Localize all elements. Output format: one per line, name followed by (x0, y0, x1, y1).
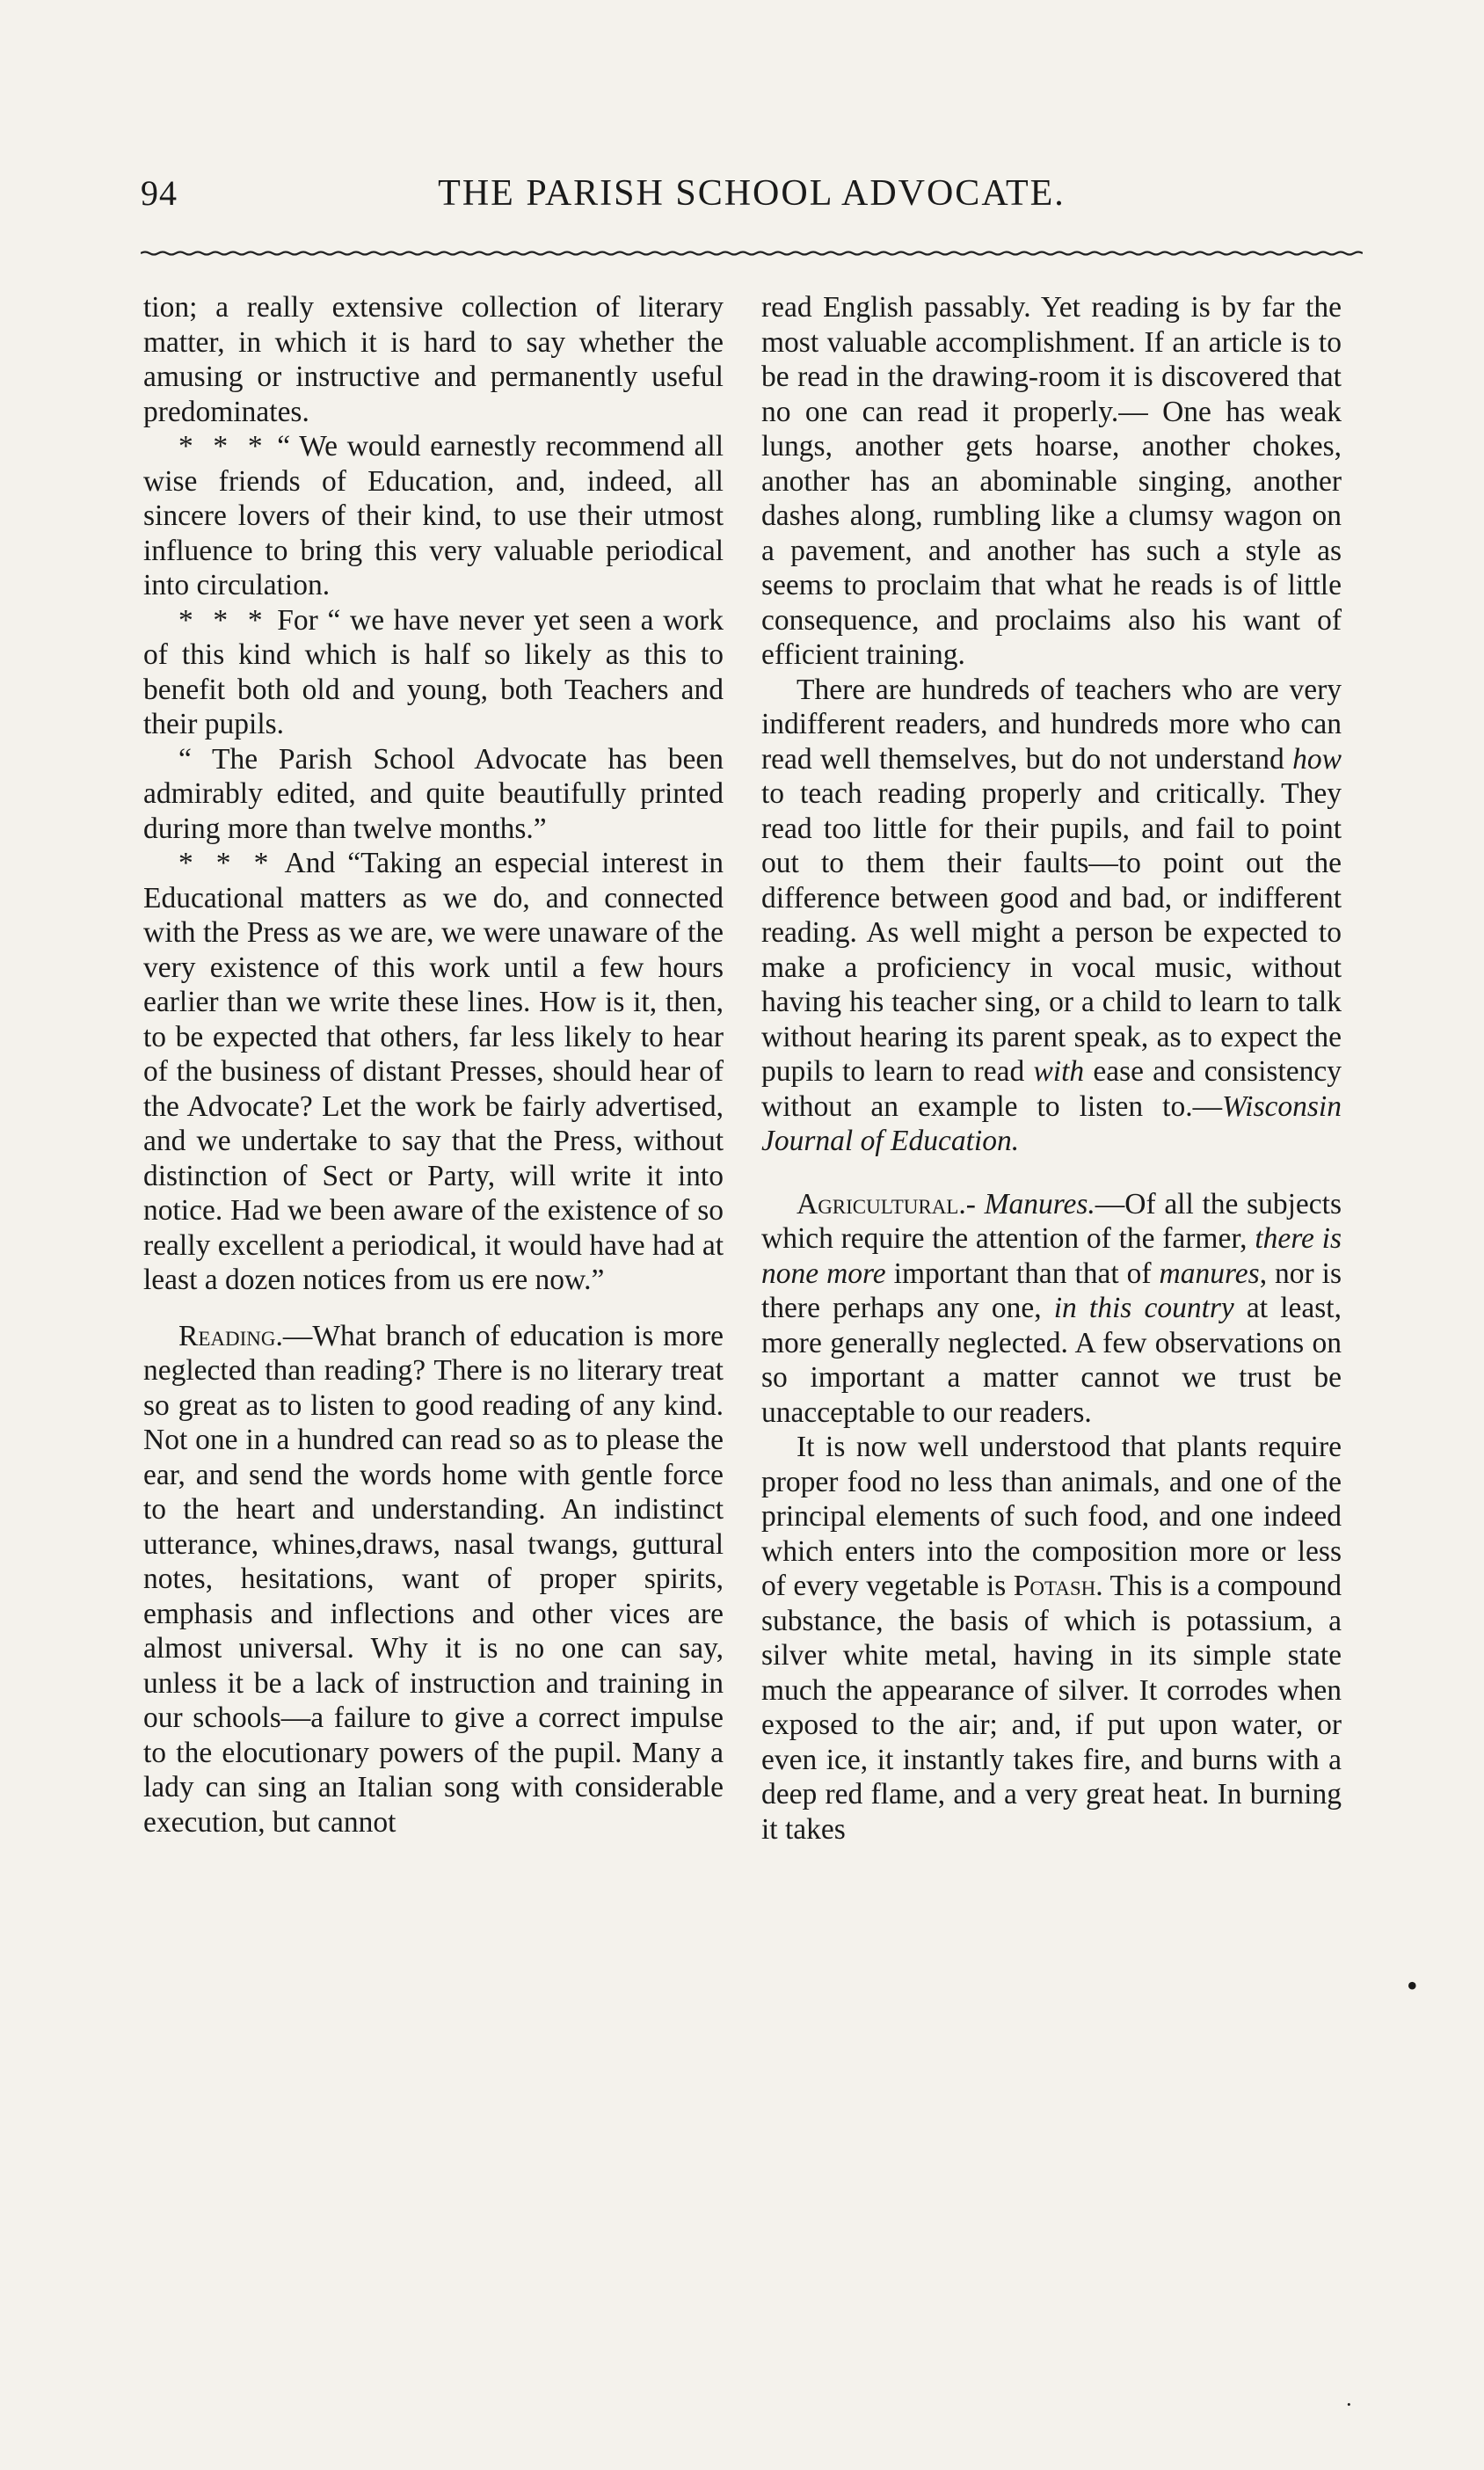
article-text: at least, more generally neglected. A few observations on so important a matter cannot we trust be unacceptable to our readers. (761, 1292, 1342, 1429)
italic-text: manures (1159, 1257, 1260, 1290)
article-text: important than that of (885, 1257, 1160, 1290)
article-subject: Manures. (984, 1187, 1095, 1220)
dash: - (965, 1187, 985, 1220)
right-column (761, 290, 1342, 1847)
asterisks: * * * (178, 847, 274, 879)
section-heading: Agricultural. (797, 1187, 966, 1220)
italic-text: with (1033, 1055, 1085, 1088)
paragraph-text: There are hundreds of teachers who are very indifferent readers, and hundreds more who can read well themselves, but do not understand (761, 673, 1342, 776)
paragraph-text: ease and consistency without an example to listen to.— (761, 1055, 1342, 1123)
paragraph (143, 429, 724, 603)
paragraph-text: And “Taking an especial interest in Educational matters as we do, and connected with the Press as we are, we were unaware of the very existence of this work until a few hours earlier than we write these lines. How is it, then, to be expected that others, far less likely to hear of the business of distant Presses, should hear of the Advocate? Let the work be fairly advertised, and we undertake to say that the Press, without distinction of Sect or Party, will write it into notice. Had we been aware of the existence of so really excellent a periodical, it would have had at least a dozen notices from us ere now.” (143, 847, 724, 1296)
running-title: THE PARISH SCHOOL ADVOCATE. (438, 173, 1066, 214)
page-number: 94 (141, 173, 178, 213)
article-text: —Of all the subjects which require the attention of the farmer, (761, 1187, 1342, 1255)
italic-text: how (1292, 742, 1342, 776)
paragraph: “ The Parish School Advocate has been admirably edited, and quite beautifully printed during more than twelve months.” (143, 742, 724, 845)
source-citation: Wisconsin Journal of Education. (761, 1089, 1342, 1157)
article-text: , nor is there perhaps any one, (761, 1257, 1342, 1324)
paragraph: read English passably. Yet reading is by far the most valuable accomplishment. If an article is to be read in the drawing-room it is discovered that no one can read it properly.— One has weak lungs, another gets hoarse, another chokes, another has an abominable singing, another dashes along, rumbling like a clumsy wagon on a pavement, and another has such a style as seems to proclaim that what he reads is of little consequence, and proclaims also his want of efficient training. (761, 291, 1342, 671)
paragraph-text: It is now well understood that plants require proper food no less than animals, and one of the principal elements of such food, and one indeed which enters into the composition more or less of every vegetable is (761, 1431, 1342, 1602)
paragraph (761, 673, 1342, 1159)
article-text: —What branch of education is more neglected than reading? There is no literary treat so great as to listen to good reading of any kind. Not one in a hundred can read so as to please the ear, and send the words home with gentle force to the heart and understanding. An indistinct utterance, whines,draws, nasal twangs, guttural notes, hesitations, want of proper spirits, emphasis and inflections and other vices are almost universal. Why it is no one can say, unless it be a lack of instruction and training in our schools—a failure to give a correct impulse to the elocutionary powers of the pupil. Many a lady can sing an Italian song with considerable execution, but cannot (143, 1319, 724, 1839)
paragraph (761, 1430, 1342, 1847)
paragraph-text: “ We would earnestly recommend all wise friends of Education, and, indeed, all sincere lovers of their kind, to use their utmost influence to bring this very valuable periodical into circulation. (143, 430, 724, 601)
margin-mark: • (1407, 1968, 1418, 2003)
agricultural-article (761, 1187, 1342, 1431)
paragraph-text: to teach reading properly and critically. They read too little for their pupils, and fail to point out to them their faults—to point out the difference between good and bad, or indifferent reading. As well might a person be expected to make a proficiency in vocal music, without having his teacher sing, or a child to learn to talk without hearing its parent speak, as to expect the pupils to learn to read (761, 777, 1342, 1088)
header-rule (141, 249, 1363, 258)
paragraph (143, 846, 724, 1298)
paragraph: tion; a really extensive collection of literary matter, in which it is hard to say whether the amusing or instructive and permanently useful predominates. (143, 291, 724, 428)
paragraph-text: This is a compound substance, the basis of which is potassium, a silver white metal, having in its simple state much the appearance of silver. It corrodes when exposed to the air; and, if put upon water, or even ice, it instantly takes fire, and burns with a deep red flame, and a very great heat. In burning it takes (761, 1570, 1342, 1846)
left-column (143, 290, 724, 1840)
keyword-potash: Potash. (1013, 1570, 1103, 1602)
stray-mark: · (1345, 2392, 1353, 2417)
italic-text: there is none more (761, 1222, 1342, 1290)
page-header (141, 172, 1363, 225)
section-heading: Reading. (178, 1319, 283, 1352)
italic-text: in this country (1053, 1292, 1234, 1324)
paragraph (143, 603, 724, 742)
paragraph-text: For “ we have never yet seen a work of this kind which is half so likely as this to benefit both old and young, both Teachers and their pupils. (143, 603, 724, 740)
reading-article (143, 1319, 724, 1840)
asterisks: * * * (178, 603, 268, 637)
asterisks: * * * (178, 430, 268, 463)
